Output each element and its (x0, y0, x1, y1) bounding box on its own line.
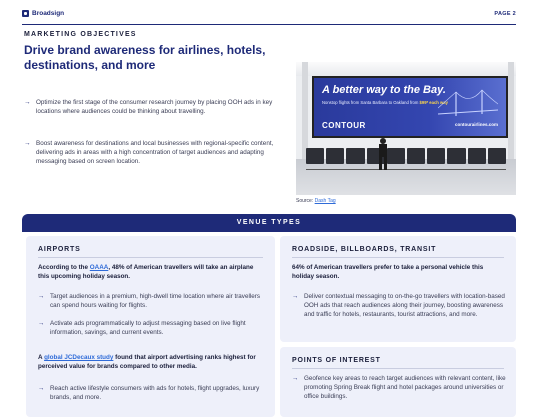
bullet-text: Geofence key areas to reach target audiences with relevant content, like promoting Spring Break flight and hotel packages around universities or office buildings. (304, 375, 506, 401)
objective-text: Boost awareness for destinations and local businesses with regional-specific content, delivering ads in areas with a high concentration of target audiences and adapting messaging based on screen location. (36, 140, 274, 166)
seating-row (306, 148, 506, 164)
arrow-right-icon: → (38, 293, 45, 300)
arrow-right-icon: → (38, 320, 45, 327)
panel-divider (38, 257, 263, 258)
contour-billboard (312, 76, 508, 138)
poi-bullet (292, 374, 506, 402)
stat-text: A (38, 354, 45, 361)
venue-types-header: VENUE TYPES (22, 214, 516, 232)
page-number: PAGE 2 (494, 11, 516, 17)
billboard-brand: CONTOUR (322, 121, 366, 130)
objective-bullet (24, 98, 274, 116)
arrow-right-icon: → (38, 385, 45, 392)
page-header (22, 9, 520, 25)
panel-divider (292, 368, 504, 369)
arrow-right-icon: → (292, 293, 299, 300)
seat-legs (306, 164, 506, 170)
billboard-subtitle (322, 100, 448, 105)
billboard-price: $99* each way (419, 100, 448, 105)
airports-panel (26, 236, 275, 417)
stat-text: According to the (38, 264, 90, 271)
bullet-text: Target audiences in a premium, high-dwell time location where air travellers can spend hours waiting for flights. (50, 293, 260, 310)
airports-bullet (38, 292, 266, 310)
caption-prefix: Source: (296, 198, 315, 204)
oaaa-link[interactable]: OAAA (89, 264, 109, 271)
stat-text: , 48% of American travellers will take an airplane this upcoming holiday season. (38, 264, 254, 281)
roadside-stat: 64% of American travellers prefer to take a personal vehicle this holiday season. (292, 264, 484, 281)
bridge-icon (438, 88, 498, 122)
bullet-text: Activate ads programmatically to adjust messaging based on live flight information, savings, and current events. (50, 320, 246, 337)
poi-title: POINTS OF INTEREST (292, 357, 381, 364)
airport-billboard-photo (296, 62, 516, 195)
arrow-right-icon: → (292, 375, 299, 382)
photo-ceiling (296, 62, 516, 76)
logo-mark-icon (22, 10, 29, 17)
airports-stat (38, 353, 266, 371)
seated-person-icon (377, 137, 389, 171)
airports-bullet (38, 384, 266, 402)
objective-text: Optimize the first stage of the consumer research journey by placing OOH ads in key locations where audiences could be thinking about travelling. (36, 99, 273, 116)
logo-text: Broadsign (32, 10, 65, 17)
panel-divider (292, 257, 504, 258)
broadsign-logo (22, 10, 64, 17)
billboard-url: contourairlines.com (454, 122, 498, 127)
poi-panel (280, 347, 516, 417)
billboard-title: A better way to the Bay. (322, 84, 446, 96)
roadside-title: ROADSIDE, BILLBOARDS, TRANSIT (292, 246, 437, 253)
arrow-right-icon: → (24, 140, 31, 147)
caption-source-link[interactable]: Dash Tag (314, 198, 336, 204)
header-divider (22, 24, 516, 25)
airports-bullet (38, 319, 266, 337)
page-title: Drive brand awareness for airlines, hotels, destinations, and more (24, 43, 266, 72)
section-eyebrow: MARKETING OBJECTIVES (24, 31, 137, 38)
bullet-text: Deliver contextual messaging to on-the-go travellers with location-based OOH ads that reach audiences along their journey, boosting awareness and traffic for hotels, restaurants, tourist attractions, and more. (304, 293, 505, 319)
airports-title: AIRPORTS (38, 246, 81, 253)
roadside-panel (280, 236, 516, 342)
stat-text: found that airport advertising ranks highest for perceived value for brands compared to other media. (38, 354, 256, 371)
objective-bullet (24, 139, 274, 167)
photo-caption (296, 198, 336, 204)
jcdecaux-study-link[interactable]: global JCDecaux study (44, 354, 114, 361)
arrow-right-icon: → (24, 99, 31, 106)
airports-stat (38, 263, 266, 281)
billboard-sub-text: Nonstop flights from Santa Barbara to Oakland from (322, 100, 420, 105)
roadside-bullet (292, 292, 506, 320)
bullet-text: Reach active lifestyle consumers with ads for hotels, flight upgrades, luxury brands, and more. (50, 385, 260, 402)
